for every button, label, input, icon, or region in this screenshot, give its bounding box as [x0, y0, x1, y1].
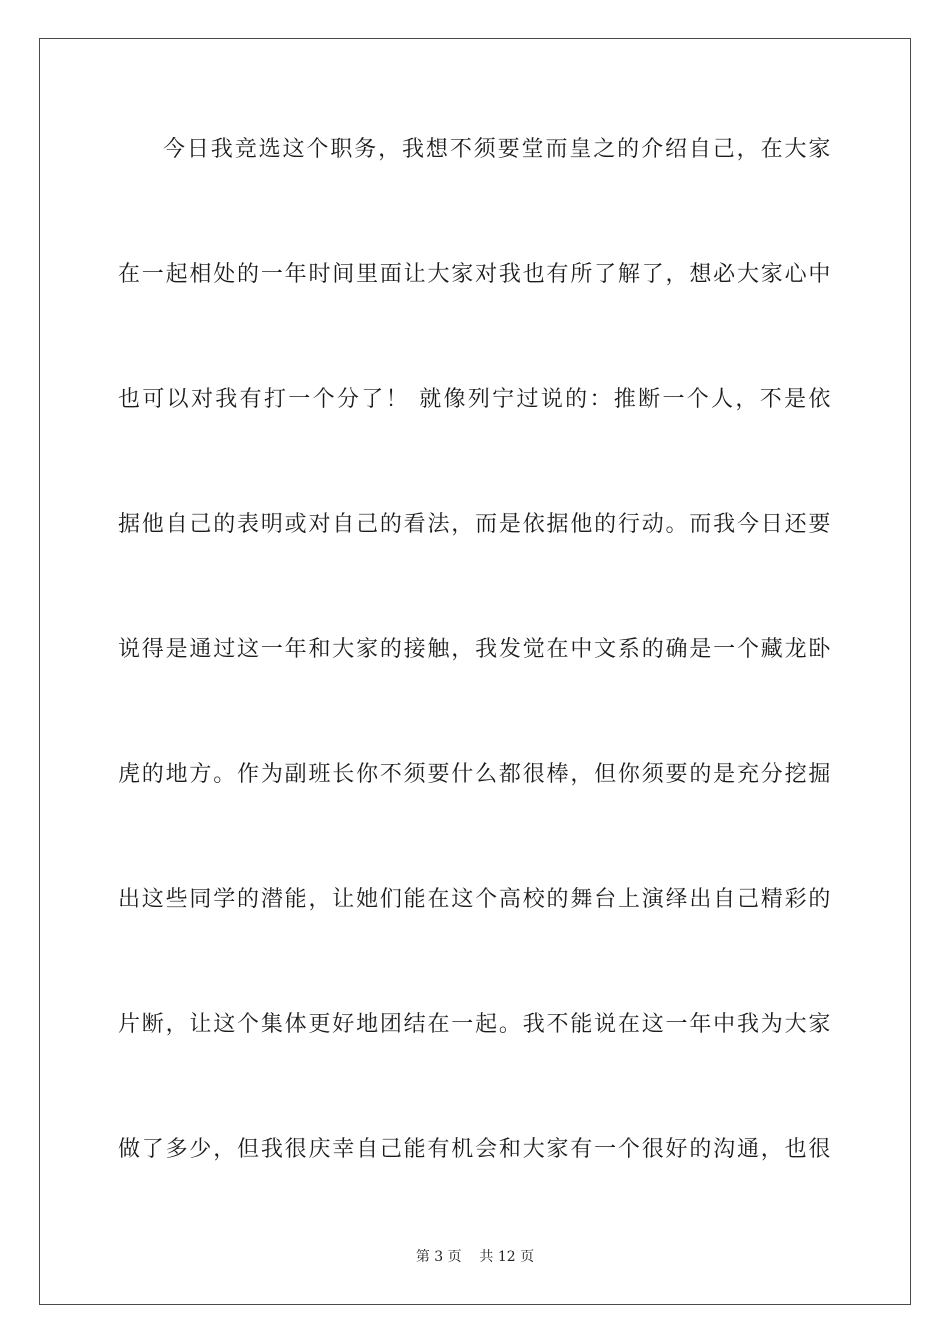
body-text-line: 虎的地方。作为副班长你不须要什么都很棒，但你须要的是充分挖掘 [118, 762, 832, 787]
body-text-line: 今日我竞选这个职务，我想不须要堂而皇之的介绍自己，在大家 [163, 137, 832, 162]
body-text-line: 片断，让这个集体更好地团结在一起。我不能说在这一年中我为大家 [118, 1012, 832, 1037]
page-number-footer: 第 3 页 共 12 页 [415, 1249, 535, 1265]
page-frame [39, 38, 911, 1305]
body-text-line: 在一起相处的一年时间里面让大家对我也有所了解了，想必大家心中 [118, 262, 832, 287]
body-text-line: 出这些同学的潜能，让她们能在这个高校的舞台上演绎出自己精彩的 [118, 887, 832, 912]
body-text-line: 做了多少，但我很庆幸自己能有机会和大家有一个很好的沟通，也很 [118, 1137, 832, 1162]
body-text-line: 据他自己的表明或对自己的看法，而是依据他的行动。而我今日还要 [118, 512, 832, 537]
body-text-line: 也可以对我有打一个分了！ 就像列宁过说的：推断一个人，不是依 [118, 387, 832, 412]
body-text-line: 说得是通过这一年和大家的接触，我发觉在中文系的确是一个藏龙卧 [118, 637, 832, 662]
